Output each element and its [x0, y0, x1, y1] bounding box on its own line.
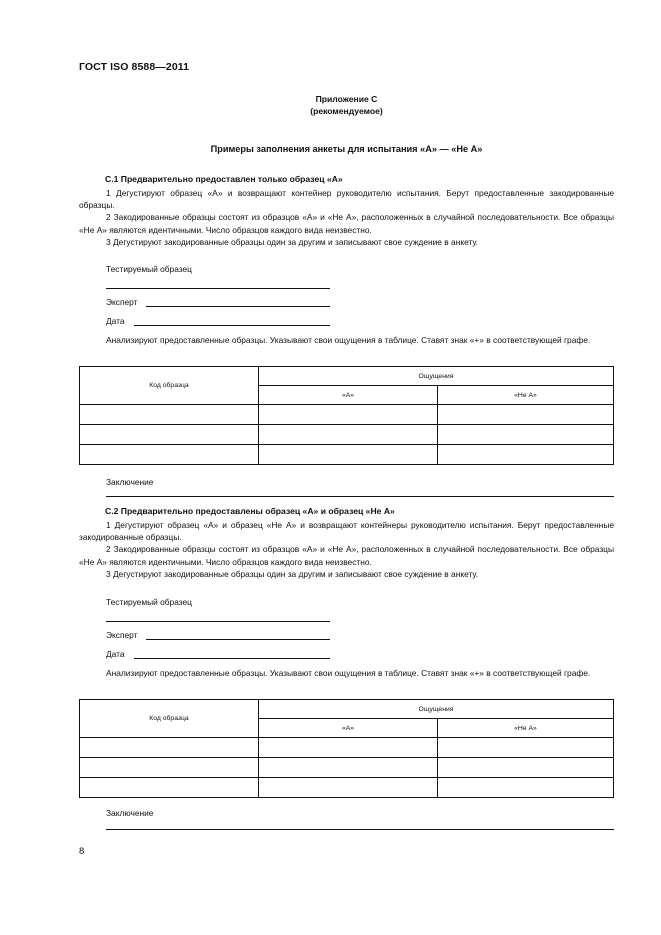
section1-expert-line[interactable]	[146, 306, 330, 307]
table-cell[interactable]	[438, 445, 614, 465]
table-header-code: Код образца	[80, 700, 259, 738]
section2-conclusion-line[interactable]	[106, 829, 614, 830]
section1-expert-label: Эксперт	[106, 297, 138, 307]
table-row	[80, 758, 614, 778]
section1-table	[79, 366, 614, 465]
section1-p3: 3 Дегустируют закодированные образцы один за другим и записывают свое суждение в анкету.	[106, 236, 479, 247]
table-cell[interactable]	[438, 778, 614, 798]
section1-conclusion-label: Заключение	[106, 477, 154, 487]
table-header-not-a: «Не А»	[438, 719, 614, 738]
table-cell[interactable]	[80, 405, 259, 425]
section2-expert-line[interactable]	[146, 639, 330, 640]
section2-test-sample-label: Тестируемый образец	[106, 597, 192, 607]
table-header-not-a: «Не А»	[438, 386, 614, 405]
page-number: 8	[79, 846, 85, 857]
standard-header: ГОСТ ISO 8588—2011	[79, 61, 190, 73]
table-cell[interactable]	[80, 445, 259, 465]
table-row	[80, 405, 614, 425]
section2-p1: 1 Дегустируют образец «А» и образец «Не А» и возвращают контейнеры руководителю испытания. Берут предоставленные закодированные образцы.	[79, 520, 614, 543]
section2-instruction: Анализируют предоставленные образцы. Указывают свои ощущения в таблице. Ставят знак «+» в соответствующей графе.	[106, 668, 591, 678]
section2-p2: 2 Закодированные образцы состоят из образцов «А» и «Не А», расположенных в случайной последовательности. Все образцы «Не А» являются идентичными. Число образцов каждого вида неизвестно.	[79, 544, 614, 567]
section2-test-sample-line[interactable]	[106, 621, 330, 622]
section2-p3: 3 Дегустируют закодированные образцы один за другим и записывают свое суждение в анкету.	[106, 568, 479, 579]
table-cell[interactable]	[80, 778, 259, 798]
table-cell[interactable]	[259, 445, 438, 465]
table-row	[80, 445, 614, 465]
table-row	[80, 738, 614, 758]
table-cell[interactable]	[80, 758, 259, 778]
table-cell[interactable]	[438, 758, 614, 778]
table-cell[interactable]	[259, 758, 438, 778]
table-cell[interactable]	[259, 425, 438, 445]
table-cell[interactable]	[259, 778, 438, 798]
section1-p1: 1 Дегустируют образец «А» и возвращают контейнер руководителю испытания. Берут предоставленные закодированные образцы.	[79, 188, 614, 211]
table-header-code: Код образца	[80, 367, 259, 405]
section2-conclusion-label: Заключение	[106, 808, 154, 818]
section2-expert-label: Эксперт	[106, 630, 138, 640]
table-cell[interactable]	[438, 425, 614, 445]
table-cell[interactable]	[80, 738, 259, 758]
section1-p2: 2 Закодированные образцы состоят из образцов «А» и «Не А», расположенных в случайной последовательности. Все образцы «Не А» являются идентичными. Число образцов каждого вида неизвестно.	[79, 212, 614, 235]
appendix-title: Приложение С	[315, 94, 378, 104]
section2-date-line[interactable]	[134, 658, 330, 659]
section1-date-label: Дата	[106, 316, 125, 326]
doc-title: Примеры заполнения анкеты для испытания «А» — «Не А»	[210, 144, 483, 154]
section1-test-sample-label: Тестируемый образец	[106, 264, 192, 274]
section1-body	[79, 187, 614, 248]
section1-test-sample-line[interactable]	[106, 288, 330, 289]
table-header-a: «А»	[259, 386, 438, 405]
table-row	[80, 425, 614, 445]
table-cell[interactable]	[259, 738, 438, 758]
section2-date-label: Дата	[106, 649, 125, 659]
section2-heading: С.2 Предварительно предоставлены образец «А» и образец «Не А»	[105, 506, 395, 516]
table-cell[interactable]	[80, 425, 259, 445]
table-header-sensation: Ощущения	[259, 700, 614, 719]
section1-date-line[interactable]	[134, 325, 330, 326]
table-cell[interactable]	[259, 405, 438, 425]
section1-instruction: Анализируют предоставленные образцы. Указывают свои ощущения в таблице. Ставят знак «+» в соответствующей графе.	[106, 335, 591, 345]
section2-table	[79, 699, 614, 798]
table-header-sensation: Ощущения	[259, 367, 614, 386]
section1-conclusion-line[interactable]	[106, 496, 614, 497]
table-cell[interactable]	[438, 738, 614, 758]
section1-heading: С.1 Предварительно предоставлен только образец «А»	[105, 174, 343, 184]
section2-body	[79, 519, 614, 580]
appendix-type: (рекомендуемое)	[310, 106, 383, 116]
table-header-a: «А»	[259, 719, 438, 738]
table-cell[interactable]	[438, 405, 614, 425]
table-row	[80, 778, 614, 798]
